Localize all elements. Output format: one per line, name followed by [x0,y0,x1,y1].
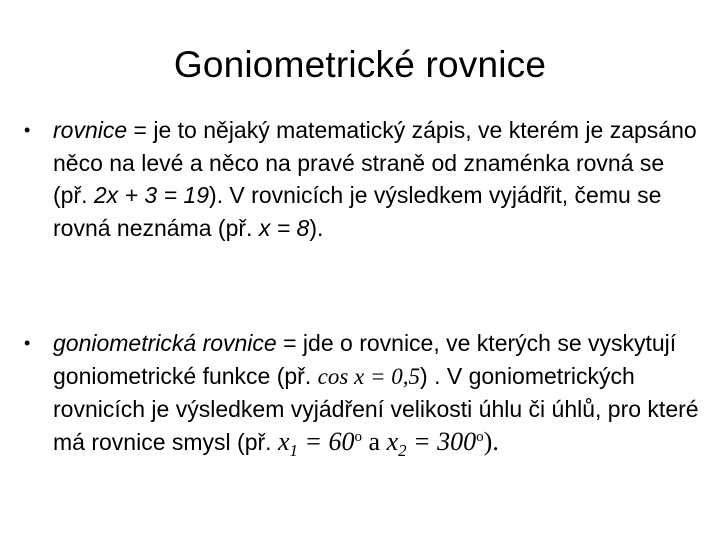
slide-title: Goniometrické rovnice [173,44,547,85]
solution-2-variable: x [386,426,399,456]
example-equation: cos x = 0,5 [317,363,421,389]
solution-formula [277,426,499,460]
term-goniometricka-rovnice: goniometrická rovnice [53,330,277,356]
closing-text: ). [309,214,324,241]
solution-2-subscript: 2 [398,440,407,460]
closing-text: ). [483,426,499,456]
bullet-text [53,114,704,244]
definition-lead: = jde o rovnice, ve kterých se vyskytují goniometrické funkce (př. [53,330,677,389]
definition-lead: = je to nějaký matematický zápis, ve kterém je zapsáno něco na levé a něco na pravé straně od znaménka rovná se (př. [53,117,697,208]
bullet-item-rovnice [24,114,704,244]
term-rovnice: rovnice [53,117,128,143]
definition-tail: ). V rovnicích je výsledkem vyjádřit, čemu se rovná neznáma (př. [53,182,662,241]
degree-symbol-1: o [354,429,363,446]
solution-1-subscript: 1 [289,440,298,460]
solution-1-variable: x [277,426,290,456]
solution-1-value: = 60 [297,426,355,456]
bullet-marker: • [24,120,31,140]
degree-symbol-2: o [476,429,484,446]
example-solution: x = 8 [258,214,310,241]
bullet-item-goniometricka-rovnice [24,327,704,462]
connector-word: a [362,426,387,456]
example-equation: 2x + 3 = 19 [93,182,209,208]
bullet-marker: • [24,333,31,353]
bullet-text [53,327,704,462]
solution-2-value: = 300 [406,426,477,456]
definition-tail: ) . V goniometrických rovnicích je výsledkem vyjádření velikosti úhlu či úhlů, pro které má rovnice smysl (př. [53,362,699,455]
